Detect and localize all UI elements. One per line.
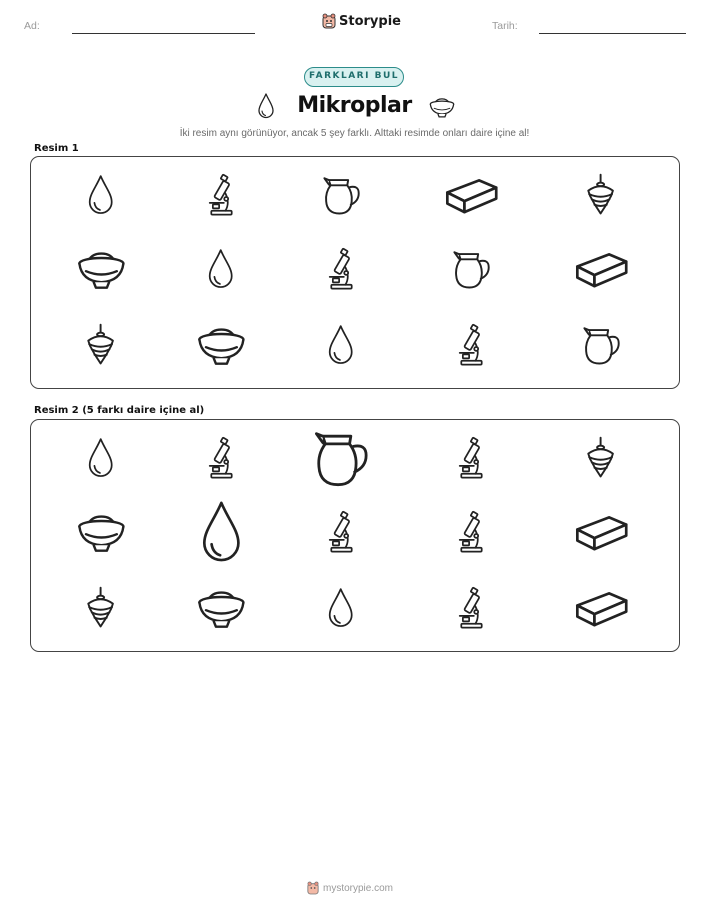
brand-logo [322, 13, 401, 29]
picture-1-pitcher-item [320, 173, 362, 217]
picture-2-microscope-item[interactable] [325, 510, 356, 554]
picture-2-drop-item[interactable] [197, 498, 246, 566]
picture-2-drop-item[interactable] [85, 436, 116, 480]
picture-2-bowl-item[interactable] [195, 586, 248, 630]
instructions: İki resim aynı görünüyor, ancak 5 şey farklı. Alttaki resimde onları daire içine al! [179, 128, 530, 139]
pitcher-icon [310, 426, 371, 490]
microscope-icon [455, 510, 486, 554]
microscope-icon [205, 436, 236, 480]
picture-2-soap-item[interactable] [570, 586, 631, 630]
storypie-mascot-icon [307, 881, 319, 895]
bowl-icon [195, 323, 248, 367]
soap-icon [570, 510, 631, 554]
bowl-icon [75, 510, 128, 554]
picture-2-panel[interactable] [30, 419, 680, 652]
drop-icon [205, 247, 236, 291]
picture-1-bowl-item [195, 323, 248, 367]
bowl-icon [75, 247, 128, 291]
picture-2-microscope-item[interactable] [455, 510, 486, 554]
picture-2-drop-item[interactable] [325, 586, 356, 630]
picture-1-drop-item [85, 173, 116, 217]
picture-1-bowl-item [75, 247, 128, 291]
soap-icon [440, 173, 501, 217]
picture-2-label: Resim 2 (5 farkı daire içine al) [34, 405, 205, 416]
drop-icon [197, 498, 246, 566]
name-label: Ad: [24, 20, 40, 32]
picture-1-pitcher-item [580, 323, 622, 367]
picture-1-drop-item [205, 247, 236, 291]
top-icon [83, 586, 118, 630]
pitcher-icon [580, 323, 622, 367]
picture-1-pitcher-item [450, 247, 492, 291]
date-write-line[interactable] [539, 33, 686, 34]
picture-2-pitcher-item[interactable] [310, 426, 371, 490]
microscope-icon [205, 173, 236, 217]
microscope-icon [455, 586, 486, 630]
soap-icon [570, 586, 631, 630]
microscope-icon [455, 323, 486, 367]
picture-1-panel [30, 156, 680, 389]
pitcher-icon [320, 173, 362, 217]
drop-icon [325, 323, 356, 367]
drop-icon [85, 436, 116, 480]
page-title: Mikroplar [297, 93, 412, 118]
picture-1-top-item [83, 323, 118, 367]
worksheet-type-badge: FARKLARI BUL [304, 67, 404, 87]
picture-1-microscope-item [205, 173, 236, 217]
microscope-icon [455, 436, 486, 480]
picture-2-top-item[interactable] [83, 586, 118, 630]
picture-1-microscope-item [325, 247, 356, 291]
picture-2-bowl-item[interactable] [75, 510, 128, 554]
bowl-icon [195, 586, 248, 630]
top-icon [83, 323, 118, 367]
footer [307, 881, 393, 895]
picture-2-microscope-item[interactable] [455, 586, 486, 630]
picture-1-label: Resim 1 [34, 143, 79, 154]
top-icon [583, 173, 618, 217]
microscope-icon [325, 510, 356, 554]
picture-2-top-item[interactable] [583, 436, 618, 480]
picture-1-drop-item [325, 323, 356, 367]
picture-1-soap-item [570, 247, 631, 291]
picture-1-soap-item [440, 173, 501, 217]
picture-1-top-item [583, 173, 618, 217]
name-write-line[interactable] [72, 33, 255, 34]
microscope-icon [325, 247, 356, 291]
pitcher-icon [450, 247, 492, 291]
picture-2-microscope-item[interactable] [205, 436, 236, 480]
title-bowl-icon [428, 95, 456, 119]
top-icon [583, 436, 618, 480]
date-label: Tarih: [492, 20, 518, 32]
picture-1-microscope-item [455, 323, 486, 367]
drop-icon [85, 173, 116, 217]
drop-icon [325, 586, 356, 630]
picture-2-microscope-item[interactable] [455, 436, 486, 480]
soap-icon [570, 247, 631, 291]
picture-2-soap-item[interactable] [570, 510, 631, 554]
footer-website: mystorypie.com [323, 882, 394, 894]
brand-name: Storypie [339, 13, 401, 29]
storypie-mascot-icon [322, 13, 336, 29]
